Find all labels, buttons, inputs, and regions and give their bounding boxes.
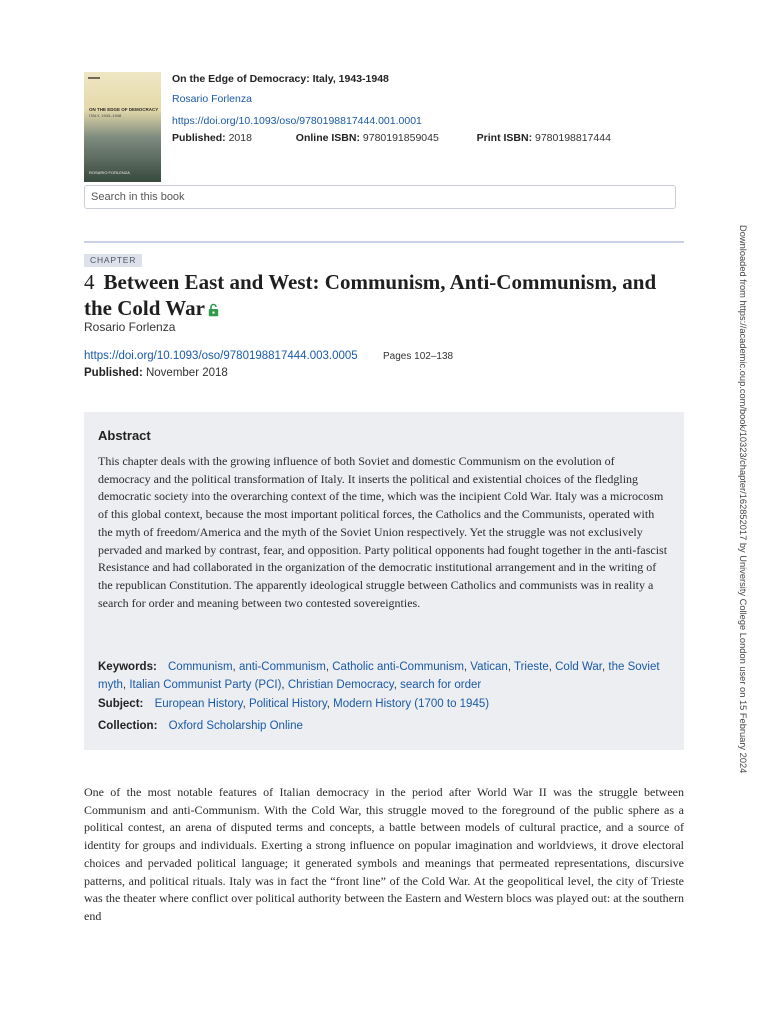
collection: [98, 720, 303, 732]
book-search: [84, 185, 676, 209]
keyword-link[interactable]: the Soviet myth: [98, 661, 660, 691]
book-author-link[interactable]: Rosario Forlenza: [172, 93, 252, 105]
cover-mark: [88, 77, 100, 79]
chapter-title: [84, 269, 684, 323]
keyword-link[interactable]: anti-Communism: [238, 661, 326, 673]
published-label: Published:: [172, 132, 226, 144]
keyword-link[interactable]: Communism: [168, 661, 233, 673]
chapter-doi-link[interactable]: https://doi.org/10.1093/oso/9780198817444.003.0005: [84, 350, 358, 362]
chapter-published-value: November 2018: [145, 367, 228, 379]
cover-author: ROSARIO FORLENZA: [89, 170, 130, 175]
keyword-link[interactable]: search for order: [400, 679, 482, 691]
subject-link[interactable]: European History: [154, 698, 243, 710]
download-watermark: [736, 225, 750, 797]
online-isbn-value: 9780191859045: [362, 132, 439, 144]
keyword-link[interactable]: Catholic anti-Communism: [332, 661, 464, 673]
keyword-link[interactable]: Trieste: [514, 661, 549, 673]
chapter-published: [84, 367, 228, 379]
chapter-published-label: Published:: [84, 367, 143, 379]
book-doi-link[interactable]: https://doi.org/10.1093/oso/9780198817444.001.0001: [172, 115, 422, 127]
book-publication-info: [172, 132, 611, 144]
book-cover-image[interactable]: [84, 72, 161, 182]
chapter-number: 4: [84, 270, 95, 294]
print-isbn-label: Print ISBN:: [476, 132, 533, 144]
search-input[interactable]: [85, 186, 675, 208]
chapter-pages: Pages 102–138: [383, 351, 454, 362]
chapter-author: Rosario Forlenza: [84, 320, 176, 334]
download-note-text: Downloaded from https://academic.oup.com/book/10323/chapter/162852017 by University College London user on 15 February 2024: [738, 225, 748, 774]
book-title[interactable]: On the Edge of Democracy: Italy, 1943-1948: [172, 73, 389, 85]
subject-label: Subject:: [98, 698, 144, 710]
cover-subtitle: ITALY, 1943–1948: [89, 113, 122, 118]
print-isbn-value: 9780198817444: [535, 132, 611, 144]
abstract-text: This chapter deals with the growing influence of both Soviet and domestic Communism on the evolution of democracy and the political transformation of Italy. It inserts the political and existential choices of the fledgling democratic society into the overarching context of the time, which was the incipient Cold War. Italy was a microcosm of this global context, because the most important political forces, the Catholics and the Communists, operated with the myth of freedom/America and the myth of the Soviet Union respectively. Yet the struggle was not exclusively pervaded and marked by contrast, fear, and opposition. Party political opponents had fought together in the anti-fascist Resistance and had collaborated in the organization of the democratic institutional arrangement and in the writing of the republican Constitution. The apparently ideological struggle between Catholics and communists was in reality a search for order and meaning between two contested sovereignties.: [98, 454, 668, 610]
online-isbn-label: Online ISBN:: [295, 132, 360, 144]
keyword-link[interactable]: Christian Democracy: [287, 679, 394, 691]
keywords-label: Keywords:: [98, 661, 157, 673]
abstract-box: [84, 412, 684, 750]
open-access-lock-icon: [208, 297, 219, 323]
cover-title: ON THE EDGE OF DEMOCRACY: [89, 107, 159, 112]
divider: [84, 241, 684, 243]
keyword-link[interactable]: Cold War: [555, 661, 602, 673]
published-value: 2018: [228, 132, 252, 144]
keyword-link[interactable]: Vatican: [470, 661, 508, 673]
keywords: Keywords: Communism, anti-Communism, Catholic anti-Communism, Vatican, Trieste, Cold War, the Soviet myth, Italian Communist Party (PCI), Christian Democracy, search for order: [98, 661, 660, 691]
subject-link[interactable]: Modern History (1700 to 1945): [333, 698, 490, 710]
keyword-link[interactable]: Italian Communist Party (PCI): [129, 679, 282, 691]
collection-link[interactable]: Oxford Scholarship Online: [168, 720, 303, 732]
chapter-title-text: Between East and West: Communism, Anti-Communism, and the Cold War: [84, 270, 657, 320]
chapter-body-paragraph: One of the most notable features of Italian democracy in the period after World War II was the struggle between Communism and anti-Communism. With the Cold War, this struggle moved to the foreground of the public sphere as a political contest, an arena of disputed terms and concepts, a battle between models of cultural practice, and a source of identity for groups and individuals. Exerting a strong influence on popular imagination and worldviews, it drove electoral choices and pervaded political language; it generated symbols and meanings that permeated representations, discursive patterns, and political rituals. Italy was in fact the “front line” of the Cold War. At the geopolitical level, the city of Trieste was the theater where conflict over political authority between the Eastern and Western blocs was played out: at the southern end: [84, 785, 684, 923]
subjects: Subject: European History, Political History, Modern History (1700 to 1945): [98, 698, 490, 710]
book-header: [84, 72, 684, 184]
collection-label: Collection:: [98, 720, 158, 732]
subject-link[interactable]: Political History: [248, 698, 327, 710]
chapter-badge: CHAPTER: [84, 254, 142, 267]
abstract-heading: Abstract: [98, 428, 151, 443]
